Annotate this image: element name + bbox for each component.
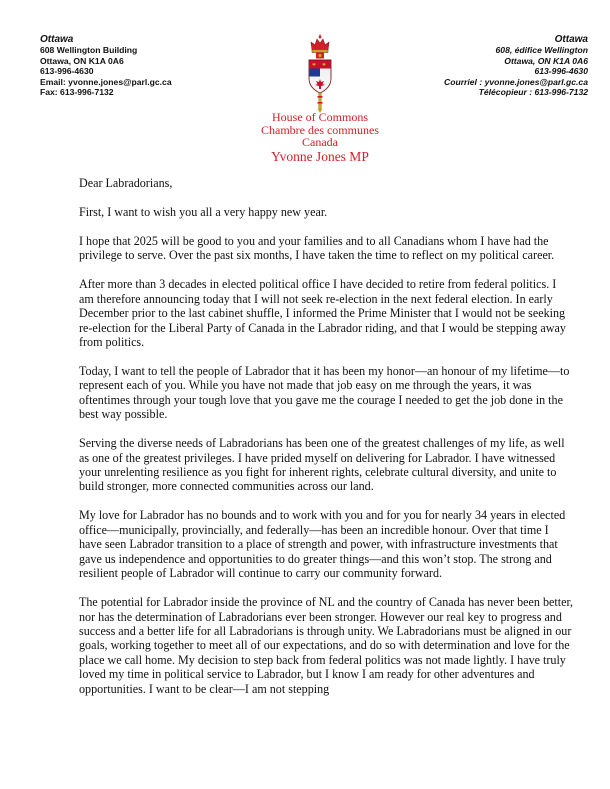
- left-address-line: 608 Wellington Building: [40, 45, 138, 55]
- right-address-block: [444, 34, 588, 98]
- institution-english: House of Commons: [272, 110, 368, 124]
- letter-paragraph: After more than 3 decades in elected political office I have decided to retire from federal politics. I am therefore announcing today that I will not seek re-election in the next federal election. In early December prior to the last cabinet shuffle, I informed the Prime Minister that I would not be seeking re-election for the Liberal Party of Canada in the Labrador riding, and that I would be stepping away from politics.: [79, 277, 566, 350]
- right-email: Courriel : yvonne.jones@parl.gc.ca: [443, 76, 588, 87]
- member-name: Yvonne Jones MP: [271, 148, 369, 164]
- institution-block: [200, 111, 440, 165]
- left-fax: Fax: 613-996-7132: [40, 87, 114, 98]
- right-city: Ottawa: [554, 34, 588, 45]
- left-city: Ottawa: [40, 34, 74, 45]
- letter-paragraph: My love for Labrador has no bounds and to work with you and for you for nearly 34 years in elected office—municipally, provincially, and federally—has been an incredible honour. Over that time I have seen Labrador transition to a place of strength and power, with infrastructure investments that gave us independence and opportunities to do greater things—and this won’t stop. The strong and resilient people of Labrador will continue to carry our community forward.: [79, 508, 566, 581]
- letter-body: [79, 176, 574, 711]
- canada-parliament-crest-icon: [302, 33, 338, 113]
- letter-greeting: Dear Labradorians,: [79, 176, 173, 190]
- letter-paragraph: First, I want to wish you all a very happy new year.: [79, 205, 328, 219]
- right-phone: 613-996-4630: [534, 66, 588, 77]
- letter-paragraph: Serving the diverse needs of Labradorians has been one of the greatest challenges of my life, as well as one of the greatest privileges. I have prided myself on delivering for Labrador. I have witnessed your unrelenting resilience as you fight for inherent rights, celebrate cultural diversity, and unite to build stronger, more connected communities across our land.: [79, 436, 565, 494]
- institution-french: Chambre des communes: [261, 122, 379, 137]
- letter-paragraph: The potential for Labrador inside the province of NL and the country of Canada has never been better, nor has the determination of Labradorians ever been stronger. However our real key to progress and success and a better life for all Labradorians is through unity. We Labradorians must be aligned in our goals, working together to meet all of our expectations, and do so with determination and love for the place we call home. My decision to step back from federal politics was not made lightly. I have truly loved my time in political service to Labrador, but I know I am ready for other adventures and opportunities. I want to be clear—I am not stepping: [79, 595, 574, 696]
- left-address-line: Ottawa, ON K1A 0A6: [40, 55, 124, 66]
- institution-country: Canada: [302, 135, 338, 150]
- left-email: Email: yvonne.jones@parl.gc.ca: [40, 76, 172, 87]
- right-address-line: Ottawa, ON K1A 0A6: [504, 55, 588, 66]
- left-phone: 613-996-4630: [40, 66, 94, 77]
- left-address-block: [40, 34, 172, 98]
- right-fax: Télécopieur : 613-996-7132: [478, 87, 588, 98]
- letter-paragraph: Today, I want to tell the people of Labrador that it has been my honor—an honour of my lifetime—to represent each of you. While you have not made that job easy on me through the years, it was oftentimes through your tough love that you gave me the courage I needed to get the job done in the best way possible.: [79, 364, 570, 422]
- letter-paragraph: I hope that 2025 will be good to you and your families and to all Canadians whom I have had the privilege to serve. Over the past six months, I have taken the time to reflect on my political career.: [79, 234, 555, 263]
- right-address-line: 608, édifice Wellington: [495, 45, 588, 55]
